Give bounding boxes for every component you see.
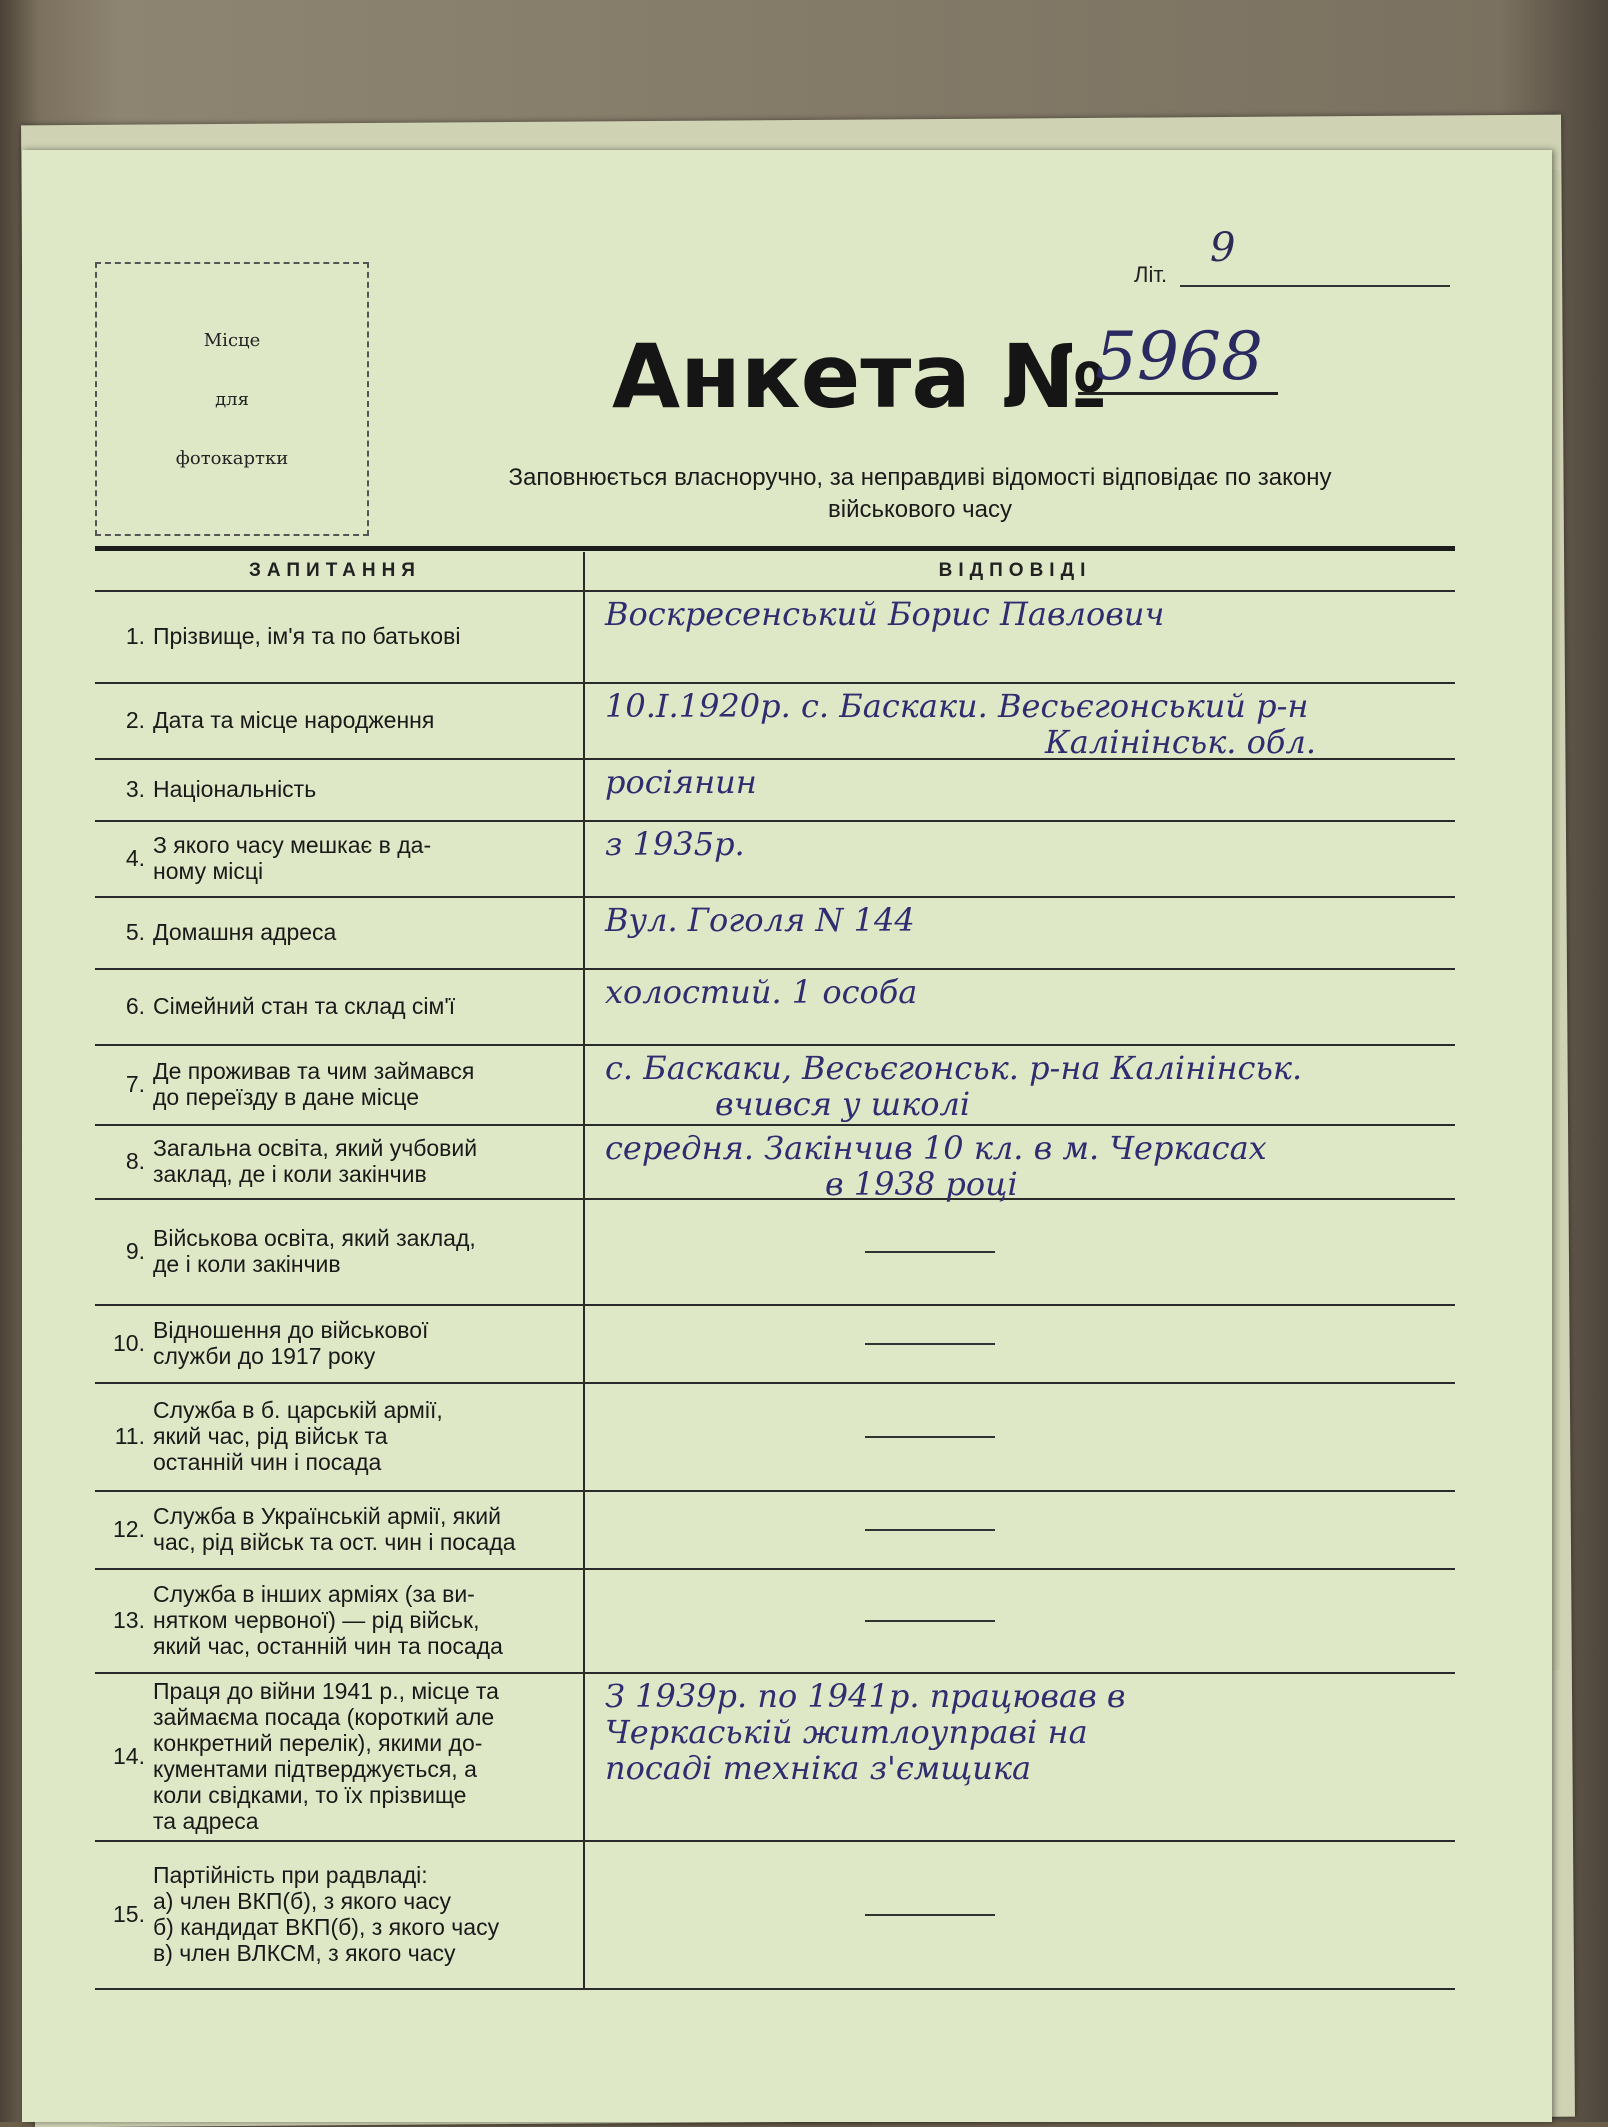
question-text: Служба в Українській армії, який час, рід військ та ост. чин і посада xyxy=(153,1503,516,1555)
empty-answer-dash xyxy=(865,1529,995,1531)
answer-cell xyxy=(605,974,1465,1010)
question-number: 6. xyxy=(125,993,145,1019)
header-answers: ВІДПОВІДІ xyxy=(938,560,1092,581)
answer-cell xyxy=(605,1130,1465,1202)
question-cell xyxy=(95,1124,585,1198)
question-cell xyxy=(95,896,585,968)
photo-label-2: для xyxy=(215,388,249,410)
question-cell xyxy=(95,682,585,758)
question-text: Праця до війни 1941 р., місце та займаєма посада (короткий але конкретний перелік), якими до- кументами підтверджується, а коли свідками, то їх прізвище та адреса xyxy=(153,1678,499,1834)
lit-underline xyxy=(1180,285,1450,287)
question-number: 1. xyxy=(125,623,145,649)
question-number: 8. xyxy=(125,1148,145,1174)
answer-line: Вул. Гоголя N 144 xyxy=(605,901,915,939)
question-text: Національність xyxy=(153,776,317,802)
question-number: 9. xyxy=(125,1238,145,1264)
table-top-rule xyxy=(95,546,1455,551)
question-text: Загальна освіта, який учбовий заклад, де і коли закінчив xyxy=(153,1135,478,1187)
question-cell xyxy=(95,1490,585,1568)
form-subtitle xyxy=(400,462,1440,526)
answer-line: 10.I.1920р. с. Баскаки. Весьєгонський р-н xyxy=(605,687,1309,725)
question-text: Відношення до військової служби до 1917 року xyxy=(153,1317,429,1369)
answer-cell xyxy=(605,596,1465,632)
question-cell xyxy=(95,820,585,896)
form-title: Анкета № xyxy=(612,325,1108,428)
header-questions: ЗАПИТАННЯ xyxy=(249,560,421,581)
empty-answer-dash xyxy=(865,1620,995,1622)
answer-line: з 1935р. xyxy=(605,825,745,863)
question-number: 13. xyxy=(113,1607,145,1633)
answer-line: холостий. 1 особа xyxy=(605,973,918,1011)
question-cell xyxy=(95,1198,585,1304)
photo-label-1: Місце xyxy=(203,329,261,351)
question-number: 3. xyxy=(125,776,145,802)
subtitle-line-2: військового часу xyxy=(827,496,1013,523)
question-cell xyxy=(95,968,585,1044)
question-text: Де проживав та чим займався до переїзду в дане місце xyxy=(153,1058,475,1110)
answer-cell xyxy=(605,764,1465,800)
question-cell xyxy=(95,1044,585,1124)
answer-cell xyxy=(605,1678,1465,1786)
empty-answer-dash xyxy=(865,1436,995,1438)
answer-cell xyxy=(605,826,1465,862)
answer-line: середня. Закінчив 10 кл. в м. Черкасах xyxy=(605,1129,1267,1167)
question-number: 7. xyxy=(125,1071,145,1097)
subtitle-line-1: Заповнюється власноручно, за неправдиві відомості відповідає по закону xyxy=(508,464,1332,491)
question-text: Сімейний стан та склад сім'ї xyxy=(153,993,456,1019)
question-number: 11. xyxy=(114,1423,145,1449)
answer-line: росіянин xyxy=(605,763,757,801)
answer-line: с. Баскаки, Весьєгонськ. р-на Калінінськ. xyxy=(605,1049,1303,1087)
empty-answer-dash xyxy=(865,1343,995,1345)
question-cell xyxy=(95,1304,585,1382)
question-text: Партійність при радвладі: а) член ВКП(б), з якого часу б) кандидат ВКП(б), з якого часу в) член ВЛКСМ, з якого часу xyxy=(153,1862,500,1966)
answer-line: посаді техніка з'ємщика xyxy=(605,1749,1032,1787)
answer-cell xyxy=(605,902,1465,938)
form-number: 5968 xyxy=(1095,318,1263,395)
question-cell xyxy=(95,1382,585,1490)
question-number: 12. xyxy=(113,1516,145,1542)
question-number: 15. xyxy=(113,1901,145,1927)
question-number: 10. xyxy=(113,1330,145,1356)
empty-answer-dash xyxy=(865,1914,995,1916)
question-text: Військова освіта, який заклад, де і коли закінчив xyxy=(153,1225,476,1277)
question-number: 2. xyxy=(125,707,145,733)
question-text: Служба в б. царській армії, який час, рід військ та останній чин і посада xyxy=(153,1397,443,1475)
question-cell xyxy=(95,1840,585,1988)
question-cell xyxy=(95,758,585,820)
answer-line: Калінінськ. обл. xyxy=(1045,723,1316,761)
question-cell xyxy=(95,590,585,682)
answer-line: З 1939р. по 1941р. працював в xyxy=(605,1677,1126,1715)
question-text: Домашня адреса xyxy=(153,919,337,945)
photo-label-3: фотокартки xyxy=(175,447,289,469)
answer-line: в 1938 році xyxy=(825,1165,1018,1203)
empty-answer-dash xyxy=(865,1251,995,1253)
question-cell xyxy=(95,1568,585,1672)
lit-value: 9 xyxy=(1210,225,1236,271)
answer-line: вчився у школі xyxy=(715,1085,971,1123)
question-number: 4. xyxy=(125,845,145,871)
answer-cell xyxy=(605,1050,1465,1122)
answer-line: Черкаській житлоуправі на xyxy=(605,1713,1088,1751)
question-text: Служба в інших арміях (за ви- нятком червоної) — рід військ, який час, останній чин та посада xyxy=(153,1581,503,1659)
question-number: 5. xyxy=(125,919,145,945)
question-text: Дата та місце народження xyxy=(153,707,435,733)
photo-placeholder xyxy=(95,262,369,536)
answer-line: Воскресенський Борис Павлович xyxy=(605,595,1165,633)
answer-cell xyxy=(605,688,1465,760)
question-text: З якого часу мешкає в да- ному місці xyxy=(153,832,432,884)
question-text: Прізвище, ім'я та по батькові xyxy=(153,623,461,649)
question-number: 14. xyxy=(113,1743,145,1769)
lit-label: Літ. xyxy=(1134,262,1168,287)
row-rule xyxy=(95,1988,1455,1990)
question-cell xyxy=(95,1672,585,1840)
